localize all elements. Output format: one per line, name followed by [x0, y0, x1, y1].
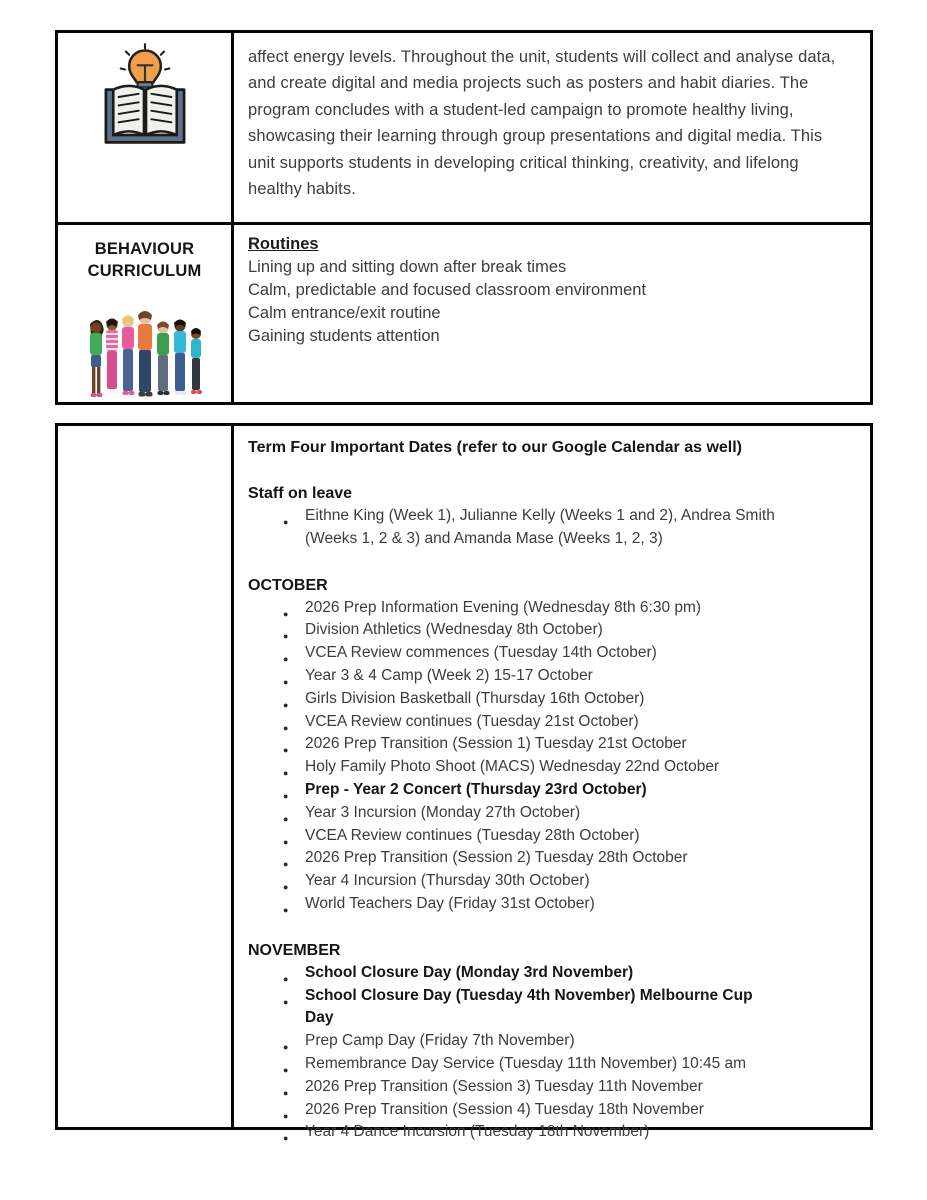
routines-cell [234, 225, 870, 402]
event-item: ● 2026 Prep Transition (Session 3) Tuesday 11th November [248, 1076, 775, 1099]
event-item: ● Year 3 Incursion (Monday 27th October) [248, 802, 775, 825]
routine-line: Calm entrance/exit routine [248, 304, 441, 322]
behaviour-cell [58, 225, 234, 402]
unit-description-text: affect energy levels. Throughout the unit, students will collect and analyse data, and create digital and media projects such as posters and habit diaries. The program concludes with a student-led campaign to promote healthy living, showcasing their learning through group presentations and digital media. This unit supports students in developing critical thinking, creativity, and lifelong healthy habits. [248, 48, 836, 199]
event-item: ● Holy Family Photo Shoot (MACS) Wednesday 22nd October [248, 756, 775, 779]
event-item: ● World Teachers Day (Friday 31st October) [248, 893, 775, 916]
routine-line: Calm, predictable and focused classroom environment [248, 281, 647, 299]
event-item: ● 2026 Prep Transition (Session 1) Tuesday 21st October [248, 733, 775, 756]
event-item: ● Year 4 Dance Incursion (Tuesday 18th November) [248, 1121, 775, 1144]
term-dates-title: Term Four Important Dates (refer to our Google Calendar as well) [248, 439, 743, 456]
event-item: ● Year 3 & 4 Camp (Week 2) 15-17 October [248, 665, 775, 688]
children-lining-up-image [84, 306, 206, 411]
unit-description-cell [234, 33, 870, 222]
event-item: ● Prep - Year 2 Concert (Thursday 23rd October) [248, 779, 775, 802]
event-item: ● School Closure Day (Tuesday 4th November) Melbourne Cup Day [248, 985, 775, 1031]
section-heading: NOVEMBER [248, 941, 341, 959]
event-item: ● School Closure Day (Monday 3rd November) [248, 962, 775, 985]
routine-line: Lining up and sitting down after break times [248, 258, 567, 276]
event-item: ● 2026 Prep Information Evening (Wednesday 8th 6:30 pm) [248, 597, 775, 620]
routines-heading: Routines [248, 235, 319, 253]
empty-cell [58, 426, 234, 1127]
event-item: ● Remembrance Day Service (Tuesday 11th November) 10:45 am [248, 1053, 775, 1076]
event-item: ● Year 4 Incursion (Thursday 30th October) [248, 870, 775, 893]
routine-line: Gaining students attention [248, 327, 440, 345]
icon-cell [58, 33, 234, 222]
section-heading: OCTOBER [248, 576, 328, 594]
table-row [58, 222, 870, 402]
section-heading: Staff on leave [248, 485, 353, 502]
event-item: ● VCEA Review continues (Tuesday 28th October) [248, 825, 775, 848]
date-section [248, 482, 854, 551]
event-item: ● Girls Division Basketball (Thursday 16th October) [248, 688, 775, 711]
dates-cell [234, 426, 870, 1141]
curriculum-table [55, 30, 873, 405]
event-item: ● VCEA Review continues (Tuesday 21st October) [248, 711, 775, 734]
important-dates-table [55, 423, 873, 1141]
date-sections [248, 482, 854, 1144]
table-row [58, 426, 870, 1141]
behaviour-curriculum-heading: BEHAVIOUR CURRICULUM [87, 240, 202, 280]
date-section [248, 939, 854, 1144]
event-item: ● 2026 Prep Transition (Session 4) Tuesday 18th November [248, 1099, 775, 1122]
event-item: ● Division Athletics (Wednesday 8th October) [248, 619, 775, 642]
table-row [58, 33, 870, 222]
book-lightbulb-icon [92, 41, 198, 158]
event-item: ● Prep Camp Day (Friday 7th November) [248, 1030, 775, 1053]
event-item: ● VCEA Review commences (Tuesday 14th October) [248, 642, 775, 665]
routines-list [248, 256, 854, 348]
event-item: ● 2026 Prep Transition (Session 2) Tuesday 28th October [248, 847, 775, 870]
date-section [248, 574, 854, 916]
event-item: ● Eithne King (Week 1), Julianne Kelly (Weeks 1 and 2), Andrea Smith (Weeks 1, 2 & 3) and Amanda Mase (Weeks 1, 2, 3) [248, 505, 775, 551]
